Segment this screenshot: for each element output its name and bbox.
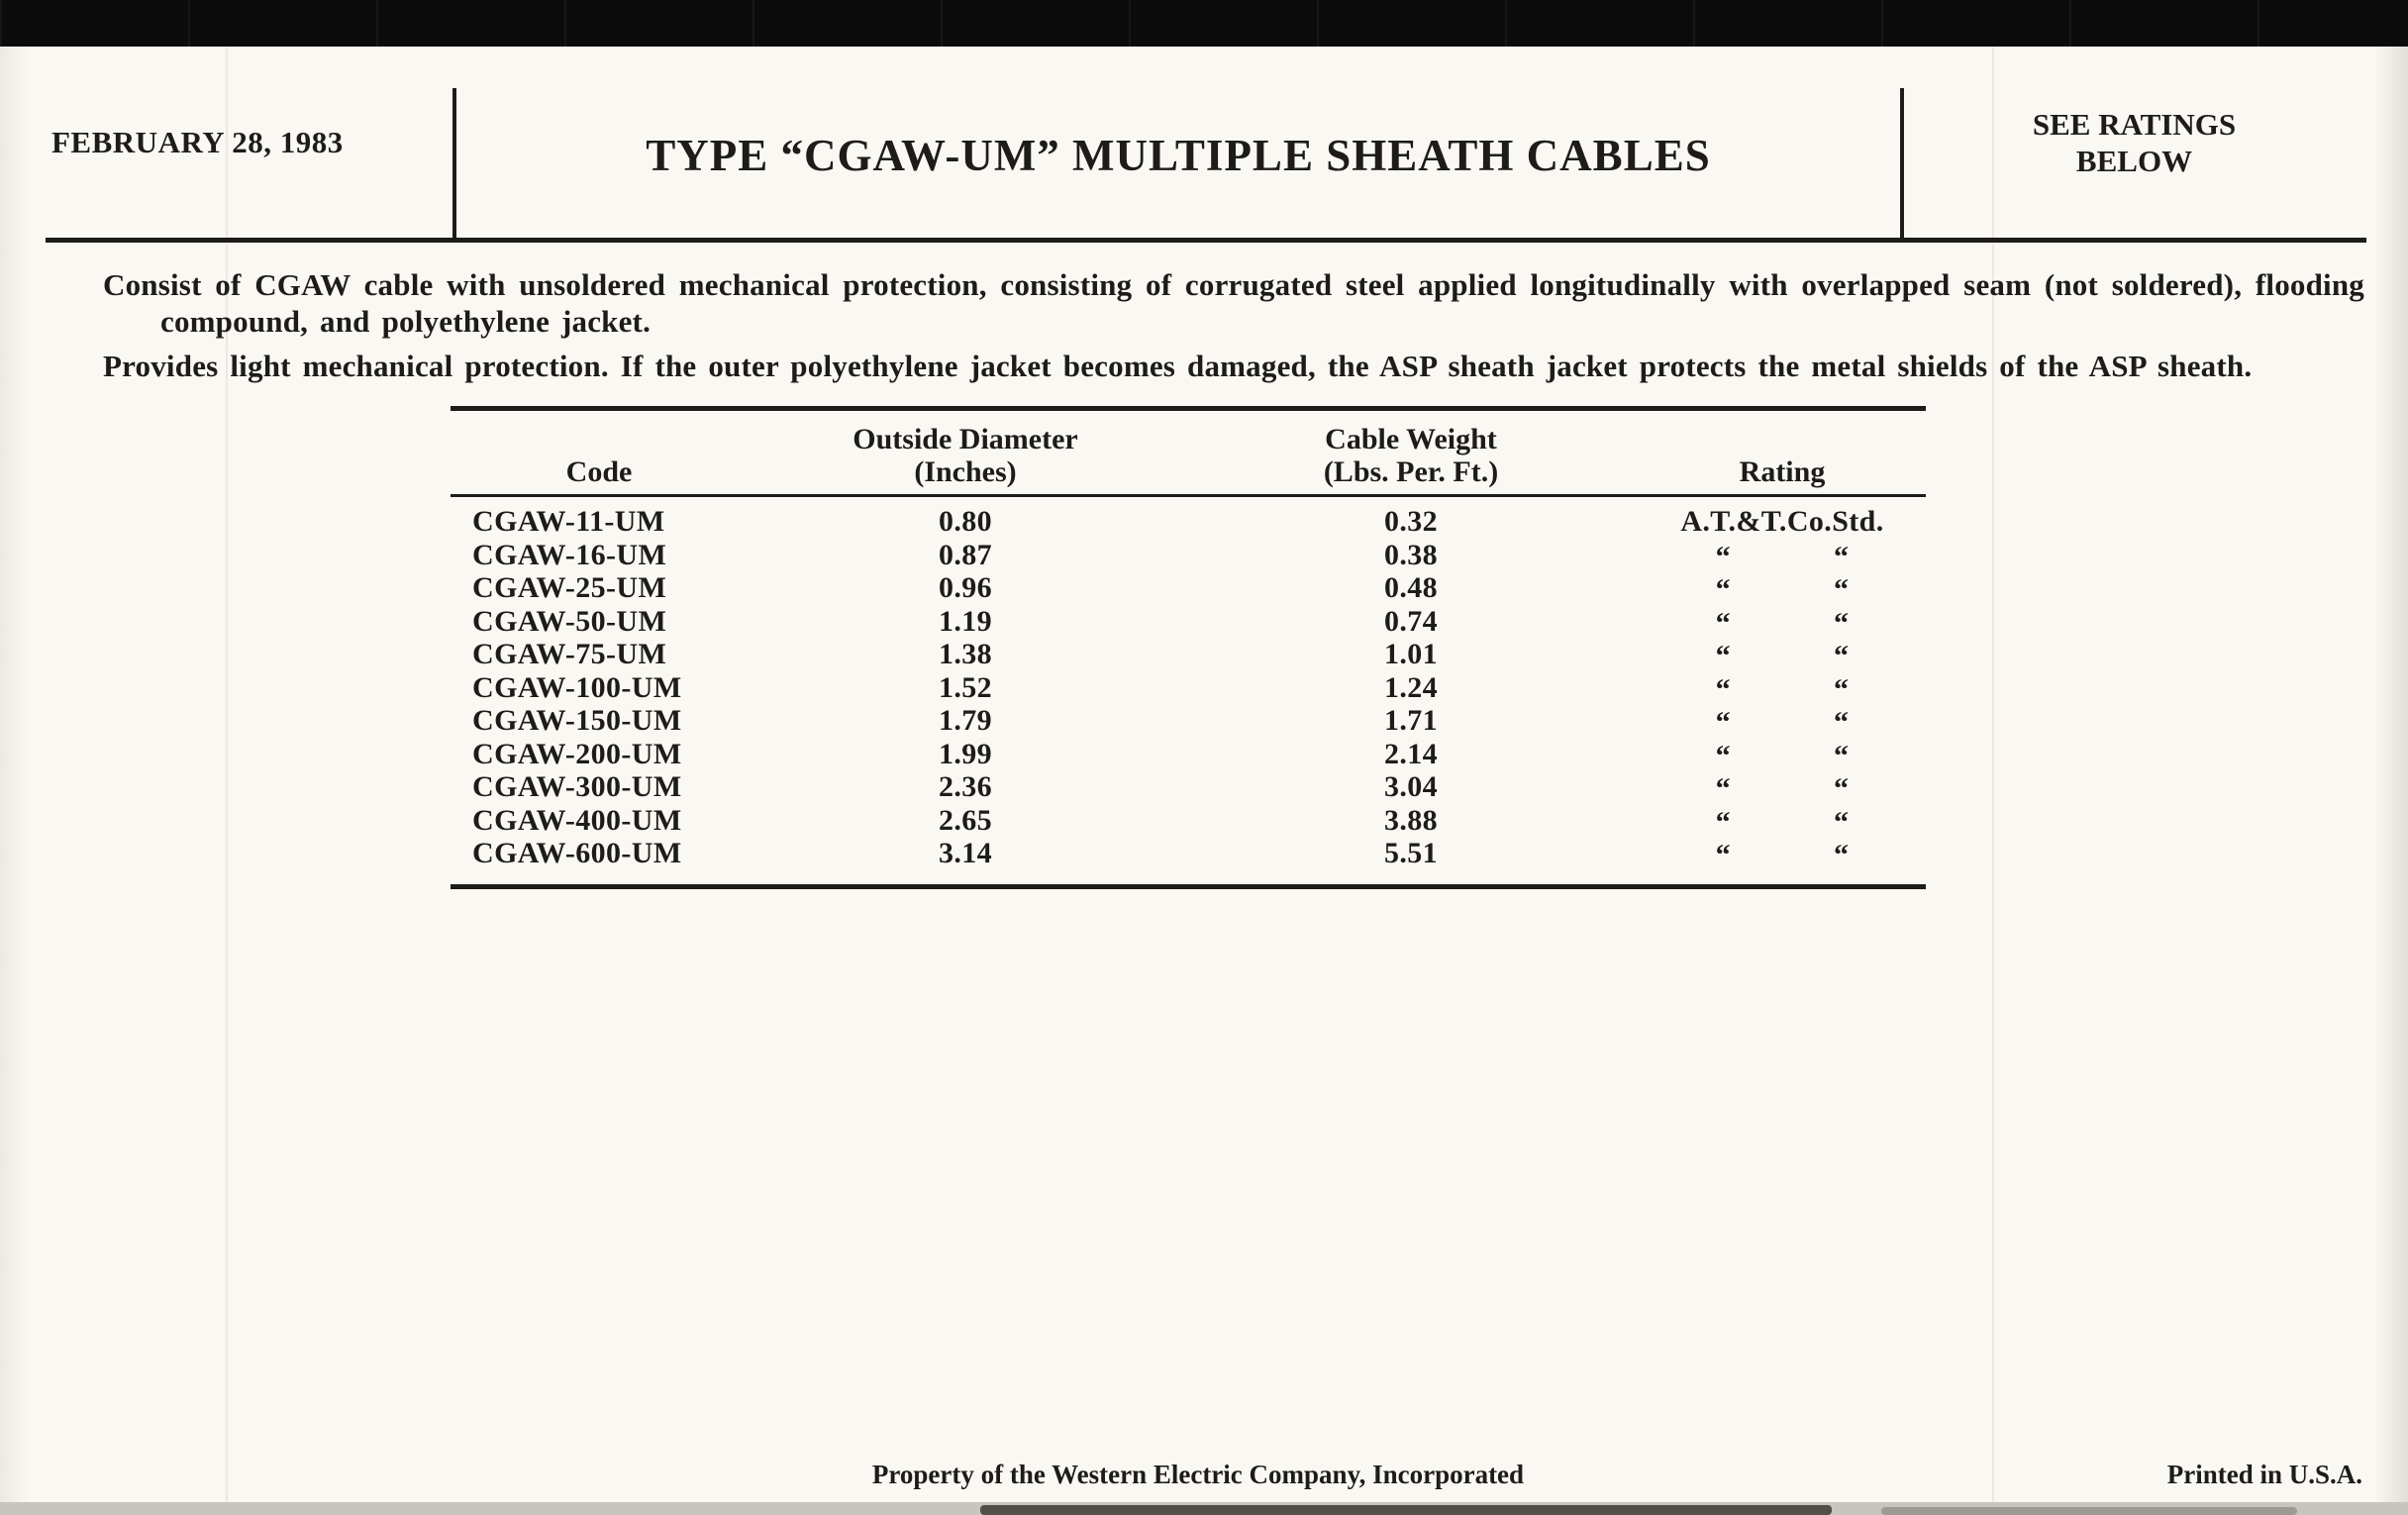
code-cell: CGAW-400-UM: [472, 803, 682, 837]
code-cell: CGAW-150-UM: [472, 704, 682, 737]
rating-cell: [1639, 738, 1926, 771]
header-rating-label: Rating: [1739, 455, 1826, 488]
ditto-mark: “: [1834, 772, 1850, 805]
weight-cell: 5.51: [1383, 837, 1439, 869]
document-title: TYPE “CGAW-UM” MULTIPLE SHEATH CABLES: [646, 130, 1711, 180]
rating-cell: [1639, 770, 1926, 804]
code-cell: CGAW-200-UM: [472, 737, 682, 770]
ditto-mark: “: [1715, 606, 1731, 640]
header-diameter-line-2: (Inches): [914, 455, 1017, 488]
code-cell: CGAW-50-UM: [472, 604, 667, 638]
diameter-cell: 0.96: [938, 571, 993, 604]
ditto-mark: “: [1715, 672, 1731, 706]
diameter-cell: 1.99: [938, 737, 993, 770]
code-cell: CGAW-300-UM: [472, 770, 682, 803]
title-block: [452, 88, 1904, 238]
ditto-mark: “: [1715, 772, 1731, 805]
table-row: [451, 704, 1926, 738]
scan-artifact-smear: [1881, 1507, 2297, 1515]
ditto-mark: “: [1834, 672, 1850, 706]
diameter-cell: 0.80: [938, 505, 993, 538]
table-row: [451, 738, 1926, 771]
rating-cell: [1639, 638, 1926, 671]
code-cell: CGAW-100-UM: [472, 670, 682, 704]
table-header-code: [451, 455, 748, 488]
scan-top-edge: [0, 0, 2408, 47]
table-row: [451, 837, 1926, 870]
ditto-mark: “: [1715, 739, 1731, 772]
code-cell: CGAW-600-UM: [472, 837, 682, 869]
rating-cell: [1639, 605, 1926, 639]
document-header: [0, 47, 2408, 238]
ditto-mark: “: [1715, 839, 1731, 871]
diameter-cell: 2.36: [938, 770, 993, 803]
ditto-mark: “: [1834, 573, 1850, 606]
rating-cell: A.T.&T.Co.Std.: [1680, 505, 1884, 538]
footer-printed-note: Printed in U.S.A.: [2166, 1460, 2362, 1489]
table-body: [451, 497, 1926, 884]
table-header-weight: [1183, 423, 1639, 488]
header-weight-line-1: Cable Weight: [1325, 423, 1497, 455]
ratings-note-line-1: SEE RATINGS: [2032, 106, 2237, 142]
ditto-mark: “: [1834, 606, 1850, 640]
rating-cell: [1639, 539, 1926, 572]
weight-cell: 1.24: [1383, 670, 1439, 704]
ditto-mark: “: [1715, 640, 1731, 672]
ratings-note-line-2: BELOW: [2075, 143, 2193, 178]
ditto-mark: “: [1715, 540, 1731, 573]
header-rule: [46, 238, 2366, 243]
weight-cell: 0.48: [1383, 571, 1439, 604]
weight-cell: 2.14: [1383, 737, 1439, 770]
scan-crease-line: [226, 47, 228, 1515]
table-row: [451, 804, 1926, 838]
diameter-cell: 1.38: [938, 638, 993, 670]
document-date: FEBRUARY 28, 1983: [51, 124, 344, 159]
ditto-mark: “: [1834, 839, 1850, 871]
ditto-mark: “: [1834, 706, 1850, 739]
weight-cell: 0.38: [1383, 538, 1439, 571]
diameter-cell: 3.14: [938, 837, 993, 869]
document-page: [0, 47, 2408, 1515]
diameter-cell: 0.87: [938, 538, 993, 571]
ditto-mark: “: [1834, 540, 1850, 573]
table-row: [451, 770, 1926, 804]
rating-cell: [1639, 804, 1926, 838]
diameter-cell: 2.65: [938, 803, 993, 837]
document-footer: [0, 1460, 2408, 1493]
ditto-mark: “: [1834, 640, 1850, 672]
ditto-mark: “: [1715, 805, 1731, 839]
header-diameter-line-1: Outside Diameter: [853, 423, 1078, 455]
code-cell: CGAW-75-UM: [472, 638, 667, 670]
ditto-mark: “: [1834, 739, 1850, 772]
table-row: [451, 605, 1926, 639]
description-paragraph-2: Provides light mechanical protection. If the outer polyethylene jacket becomes damaged, the ASP sheath jacket protects the metal shields of the ASP sheath.: [103, 349, 2253, 383]
header-weight-line-2: (Lbs. Per. Ft.): [1323, 455, 1499, 488]
weight-cell: 1.01: [1383, 638, 1439, 670]
table-row: [451, 571, 1926, 605]
diameter-cell: 1.52: [938, 670, 993, 704]
table-row: [451, 638, 1926, 671]
weight-cell: 1.71: [1383, 704, 1439, 737]
code-cell: CGAW-16-UM: [472, 538, 667, 571]
diameter-cell: 1.79: [938, 704, 993, 737]
table-row: [451, 671, 1926, 705]
ditto-mark: “: [1715, 706, 1731, 739]
footer-property-note: Property of the Western Electric Company, Incorporated: [871, 1460, 1525, 1489]
scan-bottom-edge: [0, 1502, 2408, 1515]
weight-cell: 3.88: [1383, 803, 1439, 837]
table-header-diameter: [748, 423, 1183, 488]
scan-crease-line: [1992, 47, 1994, 1515]
rating-cell: [1639, 671, 1926, 705]
ratings-note: [1904, 47, 2408, 238]
header-code-label: Code: [565, 455, 633, 488]
rating-cell: [1639, 837, 1926, 870]
description-paragraph-1: Consist of CGAW cable with unsoldered mechanical protection, consisting of corrugated steel applied longitudinally with overlapped seam (not soldered), flooding compound, and polyethylene jacket.: [103, 267, 2364, 339]
code-cell: CGAW-11-UM: [472, 505, 665, 538]
table-header-rating: [1639, 455, 1926, 488]
diameter-cell: 1.19: [938, 604, 993, 638]
code-cell: CGAW-25-UM: [472, 571, 667, 604]
cable-table: [451, 406, 1926, 889]
table-header-row: [451, 411, 1926, 497]
ditto-mark: “: [1834, 805, 1850, 839]
weight-cell: 3.04: [1383, 770, 1439, 803]
ditto-mark: “: [1715, 573, 1731, 606]
table-row: [451, 505, 1926, 539]
scan-artifact-smear: [980, 1505, 1832, 1515]
weight-cell: 0.32: [1383, 505, 1439, 538]
rating-cell: [1639, 704, 1926, 738]
weight-cell: 0.74: [1383, 604, 1439, 638]
rating-cell: [1639, 571, 1926, 605]
table-row: [451, 539, 1926, 572]
